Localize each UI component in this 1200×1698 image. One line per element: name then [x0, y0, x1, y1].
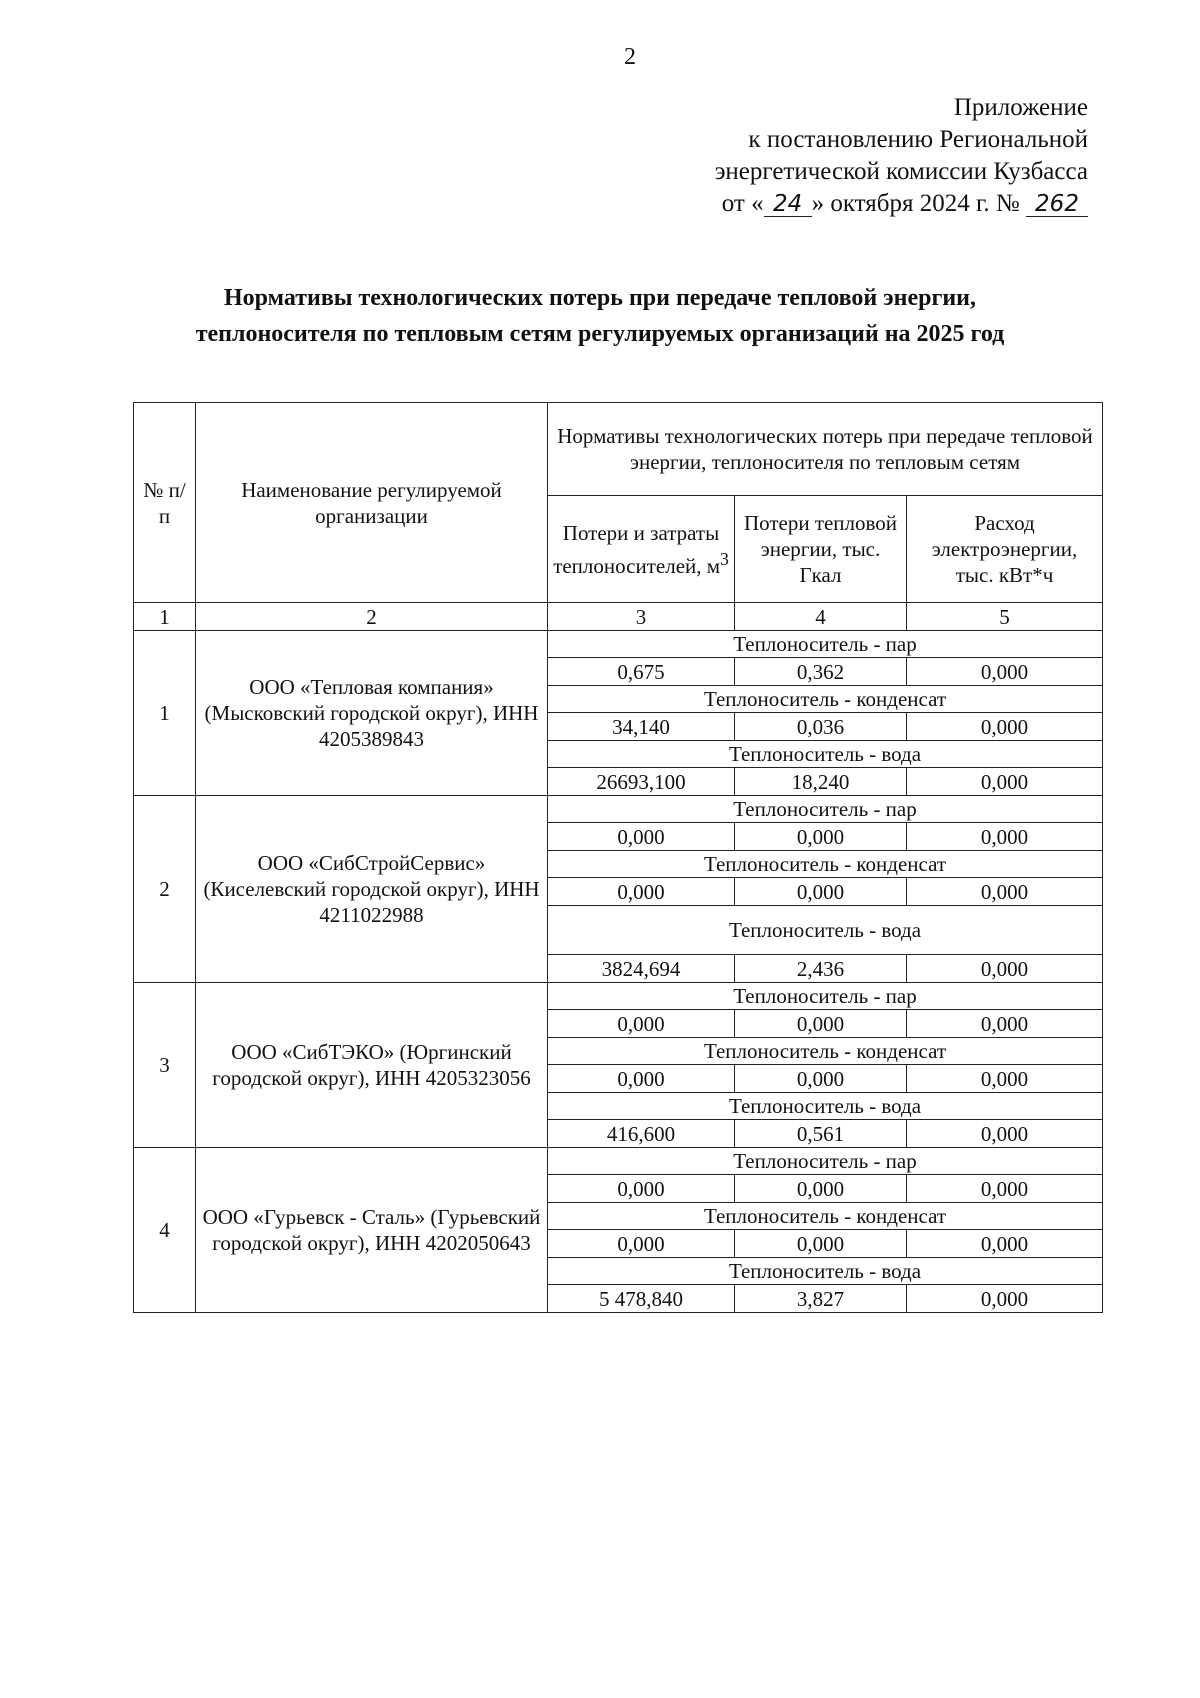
handwritten-order-number: 262: [1026, 192, 1088, 217]
coolant-label: Теплоноситель - вода: [548, 906, 1103, 955]
column-number-1: 1: [134, 603, 196, 631]
electricity-value: 0,000: [907, 1230, 1103, 1258]
heat-loss-value: 0,000: [735, 1175, 907, 1203]
row-number: 1: [134, 631, 196, 796]
coolant-loss-value: 0,000: [548, 1175, 735, 1203]
appendix-line-3: энергетической комиссии Кузбасса: [714, 158, 1088, 185]
coolant-loss-value: 0,000: [548, 1065, 735, 1093]
coolant-label: Теплоноситель - конденсат: [548, 851, 1103, 878]
electricity-value: 0,000: [907, 1065, 1103, 1093]
coolant-section-row: [134, 1148, 1103, 1175]
appendix-title: Приложение: [953, 94, 1088, 121]
heat-loss-value: 0,036: [735, 713, 907, 741]
heat-loss-value: 18,240: [735, 768, 907, 796]
coolant-label: Теплоноситель - конденсат: [548, 1203, 1103, 1230]
electricity-value: 0,000: [907, 1285, 1103, 1313]
coolant-label: Теплоноситель - вода: [548, 741, 1103, 768]
coolant-loss-value: 416,600: [548, 1120, 735, 1148]
header-heat-losses: Потери тепловой энергии, тыс. Гкал: [735, 496, 907, 603]
heat-loss-value: 0,000: [735, 1230, 907, 1258]
header-number: № п/п: [134, 403, 196, 603]
appendix-block: [568, 92, 1088, 220]
coolant-label: Теплоноситель - пар: [548, 796, 1103, 823]
handwritten-day: 24: [764, 192, 812, 217]
coolant-label: Теплоноситель - вода: [548, 1258, 1103, 1285]
coolant-loss-value: 0,000: [548, 1010, 735, 1038]
header-electricity: Расход электроэнергии, тыс. кВт*ч: [907, 496, 1103, 603]
electricity-value: 0,000: [907, 713, 1103, 741]
coolant-label: Теплоноситель - пар: [548, 983, 1103, 1010]
heat-loss-value: 0,000: [735, 823, 907, 851]
column-number-4: 4: [735, 603, 907, 631]
document-title: [0, 280, 1200, 352]
electricity-value: 0,000: [907, 878, 1103, 906]
date-prefix: от «: [721, 190, 764, 217]
appendix-line-2: к постановлению Региональной: [748, 126, 1088, 153]
organization-name: ООО «СибТЭКО» (Юргинский городской округ), ИНН 4205323056: [196, 983, 548, 1148]
electricity-value: 0,000: [907, 1120, 1103, 1148]
coolant-loss-value: 3824,694: [548, 955, 735, 983]
page-number: 2: [624, 44, 636, 70]
electricity-value: 0,000: [907, 768, 1103, 796]
row-number: 4: [134, 1148, 196, 1313]
title-line-1: Нормативы технологических потерь при передаче тепловой энергии,: [223, 285, 977, 311]
organization-name: ООО «Тепловая компания» (Мысковский городской округ), ИНН 4205389843: [196, 631, 548, 796]
heat-loss-value: 3,827: [735, 1285, 907, 1313]
organization-name: ООО «Гурьевск - Сталь» (Гурьевский городской округ), ИНН 4202050643: [196, 1148, 548, 1313]
header-norms-group: Нормативы технологических потерь при передаче тепловой энергии, теплоносителя по тепловым сетям: [548, 403, 1103, 496]
coolant-label: Теплоноситель - конденсат: [548, 1038, 1103, 1065]
header-coolant-losses: [548, 496, 735, 603]
column-number-2: 2: [196, 603, 548, 631]
heat-loss-value: 0,000: [735, 878, 907, 906]
electricity-value: 0,000: [907, 658, 1103, 686]
header-coolant-losses-text: Потери и затраты теплоносителей, м: [553, 520, 721, 578]
heat-loss-value: 0,000: [735, 1065, 907, 1093]
coolant-loss-value: 0,675: [548, 658, 735, 686]
header-organization: Наименование регулируемой организации: [196, 403, 548, 603]
heat-loss-value: 0,362: [735, 658, 907, 686]
date-middle: » октября 2024 г. №: [811, 190, 1020, 217]
coolant-label: Теплоноситель - конденсат: [548, 686, 1103, 713]
row-number: 2: [134, 796, 196, 983]
title-line-2: теплоносителя по тепловым сетям регулируемых организаций на 2025 год: [195, 321, 1005, 347]
electricity-value: 0,000: [907, 823, 1103, 851]
norms-table: [133, 402, 1103, 1313]
organization-name: ООО «СибСтройСервис» (Киселевский городской округ), ИНН 4211022988: [196, 796, 548, 983]
coolant-label: Теплоноситель - вода: [548, 1093, 1103, 1120]
coolant-loss-value: 0,000: [548, 823, 735, 851]
header-cubic-sup: 3: [720, 548, 729, 569]
coolant-loss-value: 26693,100: [548, 768, 735, 796]
coolant-section-row: [134, 796, 1103, 823]
coolant-section-row: [134, 631, 1103, 658]
electricity-value: 0,000: [907, 1010, 1103, 1038]
electricity-value: 0,000: [907, 1175, 1103, 1203]
coolant-loss-value: 34,140: [548, 713, 735, 741]
column-number-3: 3: [548, 603, 735, 631]
coolant-loss-value: 0,000: [548, 878, 735, 906]
coolant-section-row: [134, 983, 1103, 1010]
coolant-loss-value: 0,000: [548, 1230, 735, 1258]
coolant-label: Теплоноситель - пар: [548, 1148, 1103, 1175]
row-number: 3: [134, 983, 196, 1148]
coolant-loss-value: 5 478,840: [548, 1285, 735, 1313]
heat-loss-value: 0,561: [735, 1120, 907, 1148]
appendix-date-line: [568, 188, 1088, 220]
column-number-5: 5: [907, 603, 1103, 631]
heat-loss-value: 2,436: [735, 955, 907, 983]
electricity-value: 0,000: [907, 955, 1103, 983]
coolant-label: Теплоноситель - пар: [548, 631, 1103, 658]
heat-loss-value: 0,000: [735, 1010, 907, 1038]
